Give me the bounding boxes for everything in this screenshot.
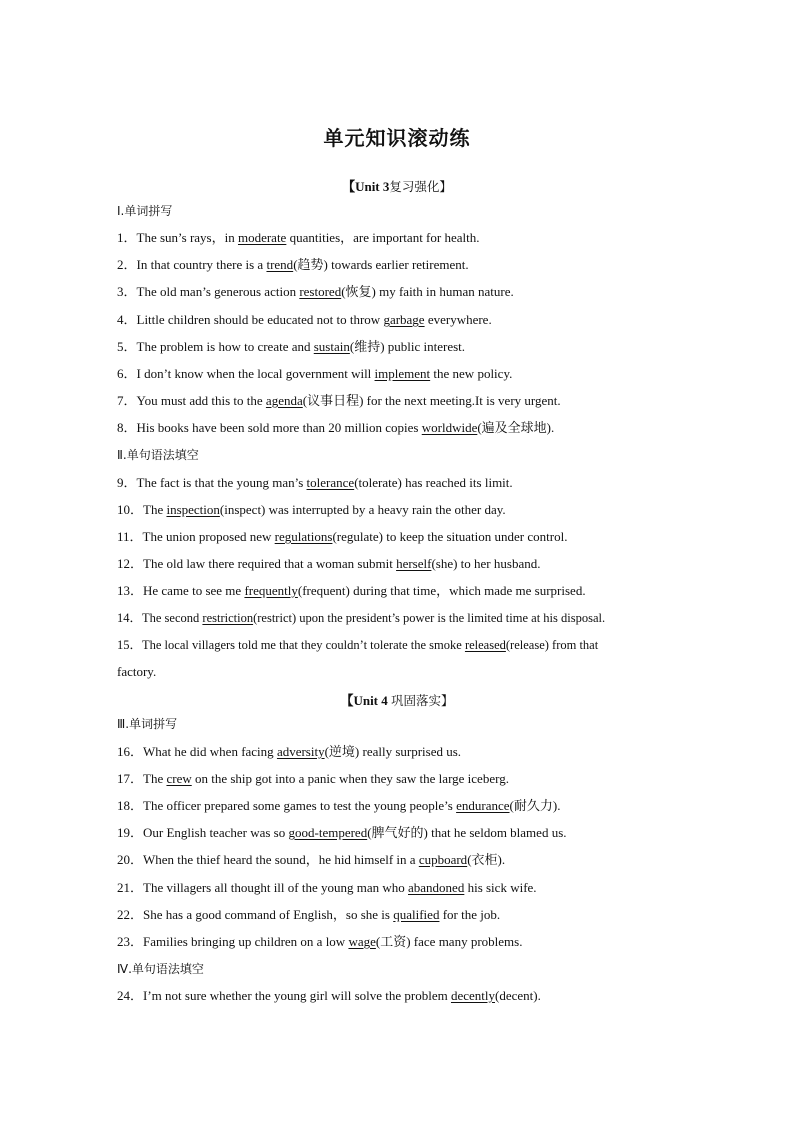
exercise-item: 10．The inspection(inspect) was interrupted by a heavy rain the other day. (117, 502, 506, 517)
answer: crew (166, 771, 192, 786)
exercise-item: 6．I don’t know when the local government will implement the new policy. (117, 366, 513, 381)
section-heading: Ⅳ.单句语法填空 (117, 962, 204, 976)
answer: frequently (244, 583, 298, 598)
section-heading: Ⅲ.单词拼写 (117, 717, 178, 731)
exercise-item: 7．You must add this to the agenda(议事日程) for the next meeting.It is very urgent. (117, 393, 561, 408)
exercise-item: 23．Families bringing up children on a low wage(工资) face many problems. (117, 934, 523, 949)
answer: garbage (383, 312, 425, 327)
answer: cupboard (418, 852, 468, 867)
exercise-item: 9．The fact is that the young man’s tolerance(tolerate) has reached its limit. (117, 475, 513, 490)
answer: abandoned (408, 880, 465, 895)
exercise-item: 14．The second restriction(restrict) upon the president’s power is the limited time at his disposal. (117, 611, 606, 625)
exercise-item-continued: factory. (117, 664, 157, 679)
exercise-item: 24．I’m not sure whether the young girl will solve the problem decently(decent). (117, 988, 541, 1003)
exercise-item: 5．The problem is how to create and sustain(维持) public interest. (117, 339, 466, 354)
answer: implement (374, 366, 431, 381)
answer: moderate (237, 230, 287, 245)
exercise-item: 4．Little children should be educated not to throw garbage everywhere. (117, 312, 492, 327)
exercise-item: 15．The local villagers told me that they couldn’t tolerate the smoke released(release) from that (117, 638, 599, 652)
answer: adversity (276, 744, 325, 759)
answer: restored (299, 284, 342, 299)
answer: worldwide (421, 420, 478, 435)
exercise-item: 8．His books have been sold more than 20 million copies worldwide(遍及全球地). (117, 420, 555, 435)
exercise-item: 22．She has a good command of English，so she is qualified for the job. (117, 907, 501, 922)
page-title: 单元知识滚动练 (323, 126, 471, 150)
unit-4-heading: 【Unit 4 巩固落实】 (340, 693, 454, 708)
section-heading: Ⅱ.单句语法填空 (117, 448, 199, 462)
exercise-item: 1．The sun’s rays，in moderate quantities，are important for health. (117, 230, 480, 245)
exercise-item: 16．What he did when facing adversity(逆境) really surprised us. (117, 744, 462, 759)
exercise-item: 17．The crew on the ship got into a panic when they saw the large iceberg. (117, 771, 509, 786)
section-heading: Ⅰ.单词拼写 (117, 204, 173, 218)
answer: released (464, 638, 506, 652)
answer: restriction (202, 611, 254, 625)
exercise-item: 3．The old man’s generous action restored(恢复) my faith in human nature. (117, 284, 514, 299)
exercise-item: 20．When the thief heard the sound，he hid himself in a cupboard(衣柜). (117, 852, 506, 867)
answer: endurance (456, 798, 510, 813)
answer: wage (348, 934, 376, 949)
exercise-item: 19．Our English teacher was so good-tempered(脾气好的) that he seldom blamed us. (117, 825, 567, 840)
answer: trend (266, 257, 294, 272)
answer: regulations (274, 529, 333, 544)
answer: tolerance (306, 475, 355, 490)
exercise-item: 13．He came to see me frequently(frequent) during that time，which made me surprised. (117, 583, 586, 598)
answer: good-tempered (288, 825, 368, 840)
answer: herself (396, 556, 432, 571)
unit-3-heading: 【Unit 3复习强化】 (342, 179, 452, 194)
exercise-item: 18．The officer prepared some games to test the young people’s endurance(耐久力). (117, 798, 561, 813)
exercise-item: 21．The villagers all thought ill of the young man who abandoned his sick wife. (117, 880, 537, 895)
answer: agenda (265, 393, 303, 408)
exercise-item: 12．The old law there required that a woman submit herself(she) to her husband. (117, 556, 541, 571)
answer: qualified (393, 907, 440, 922)
answer: inspection (166, 502, 220, 517)
answer: decently (450, 988, 496, 1003)
answer: sustain (313, 339, 350, 354)
exercise-item: 2．In that country there is a trend(趋势) towards earlier retirement. (117, 257, 469, 272)
exercise-item: 11．The union proposed new regulations(regulate) to keep the situation under control. (117, 529, 568, 544)
